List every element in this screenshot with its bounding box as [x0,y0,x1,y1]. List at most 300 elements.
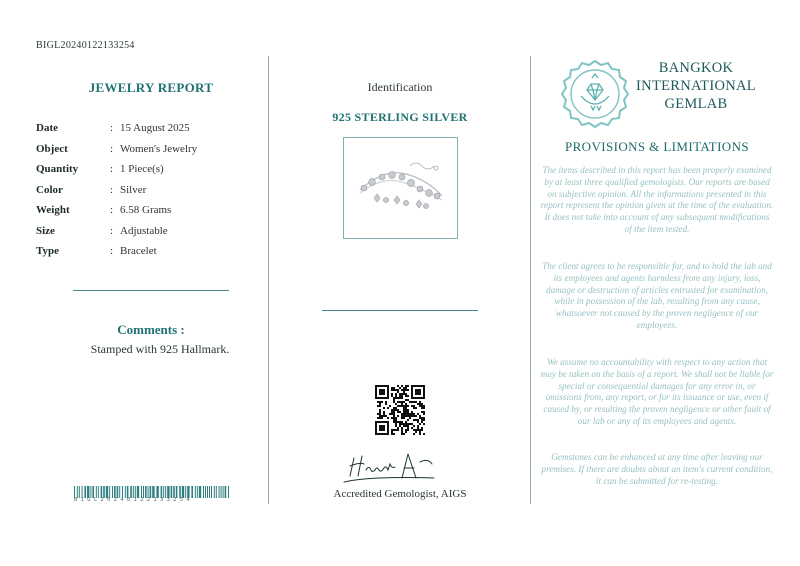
qr-module [419,417,421,419]
qr-module [399,425,401,427]
qr-module [423,389,425,391]
qr-module [375,423,377,425]
qr-module [395,403,397,405]
qr-module [419,405,421,407]
qr-module [405,423,407,425]
qr-module [405,431,407,433]
bracelet-image [344,138,457,238]
qr-module [379,393,381,395]
qr-module [385,397,387,399]
qr-module [397,409,399,411]
qr-module [413,415,415,417]
qr-module [391,409,393,411]
signature-image [342,450,438,486]
qr-module [411,427,413,429]
qr-module [407,405,409,407]
provisions-paragraph: Gemstones can be enhanced at any time after leaving our premises. If there are doubts about an item's current condition, it can be submitted for re-testing. [541,452,773,486]
qr-module [407,399,409,401]
qr-module [395,407,397,409]
qr-module [405,393,407,395]
detail-row [36,159,197,180]
qr-module [379,411,381,413]
detail-row [36,180,197,201]
qr-module [383,433,385,435]
qr-module [381,433,383,435]
qr-module [423,405,425,407]
qr-module [405,405,407,407]
qr-module [411,423,413,425]
detail-colon: : [110,163,114,176]
qr-module [383,421,385,423]
qr-module [405,389,407,391]
qr-module [399,411,401,413]
qr-module [375,433,377,435]
qr-module [405,425,407,427]
comments-text: Stamped with 925 Hallmark. [90,342,230,356]
qr-module [383,413,385,415]
qr-module [401,417,403,419]
qr-module [421,419,423,421]
qr-module [401,385,403,387]
qr-module [381,417,383,419]
qr-module [411,387,413,389]
qr-module [399,393,401,395]
qr-module [419,423,421,425]
qr-module [391,387,393,389]
qr-module [381,415,383,417]
qr-module [375,393,377,395]
detail-value: Adjustable [120,224,168,237]
qr-module [397,397,399,399]
qr-module [413,405,415,407]
qr-module [405,399,407,401]
qr-module [387,393,389,395]
qr-module [401,423,403,425]
detail-label: Size [36,224,55,237]
qr-module [407,395,409,397]
qr-module [407,411,409,413]
qr-module [417,385,419,387]
qr-module [419,385,421,387]
qr-module [381,429,383,431]
qr-module [419,393,421,395]
qr-module [397,427,399,429]
qr-module [375,427,377,429]
qr-module [409,401,411,403]
qr-module [407,419,409,421]
qr-module [395,417,397,419]
qr-module [391,433,393,435]
report-id: BIGL20240122133254 [36,40,135,51]
qr-module [423,411,425,413]
qr-module [379,397,381,399]
qr-module [409,423,411,425]
qr-module [387,389,389,391]
qr-module [401,389,403,391]
qr-module [387,433,389,435]
qr-module [421,411,423,413]
qr-module [413,407,415,409]
qr-module [421,421,423,423]
qr-module [393,421,395,423]
qr-module [387,425,389,427]
qr-module [407,429,409,431]
qr-module [397,391,399,393]
detail-colon: : [110,142,114,155]
report-title: JEWELRY REPORT [88,80,214,95]
qr-module [413,401,415,403]
lab-name-line: GEMLAB [664,96,728,112]
detail-colon: : [110,204,114,217]
qr-module [421,403,423,405]
qr-module [421,427,423,429]
qr-module [377,417,379,419]
qr-module [391,417,393,419]
qr-module [413,419,415,421]
qr-module [423,395,425,397]
qr-module [381,401,383,403]
qr-module [403,389,405,391]
qr-module [383,397,385,399]
qr-module [415,431,417,433]
qr-module [379,403,381,405]
column-divider-left [268,56,269,504]
detail-row [36,241,197,262]
qr-module [415,385,417,387]
qr-module [415,407,417,409]
qr-module [383,393,385,395]
detail-label: Date [36,122,58,135]
qr-module [387,395,389,397]
qr-module [387,423,389,425]
qr-module [393,433,395,435]
detail-row [36,200,197,221]
qr-module [413,433,415,435]
qr-module [419,415,421,417]
qr-module [381,389,383,391]
qr-module [393,409,395,411]
qr-module [417,419,419,421]
qr-module [411,397,413,399]
details-divider [73,290,229,291]
qr-module [423,385,425,387]
qr-module [399,395,401,397]
qr-module [415,419,417,421]
qr-module [393,401,395,403]
qr-module [379,405,381,407]
qr-module [377,397,379,399]
qr-module [403,405,405,407]
gemlab-logo [559,58,631,130]
details-table [36,118,197,262]
qr-module [401,431,403,433]
qr-module [413,413,415,415]
qr-module [413,397,415,399]
qr-module [423,393,425,395]
qr-module [383,407,385,409]
qr-module [387,421,389,423]
qr-module [379,433,381,435]
qr-module [375,391,377,393]
qr-module [393,417,395,419]
qr-module [403,401,405,403]
qr-module [405,409,407,411]
qr-module [399,421,401,423]
qr-module [401,405,403,407]
detail-label: Quantity [36,163,79,176]
detail-value: Women's Jewelry [120,142,198,155]
detail-colon: : [110,245,114,258]
qr-module [403,415,405,417]
qr-module [405,407,407,409]
qr-module [411,411,413,413]
qr-module [407,427,409,429]
qr-module [419,431,421,433]
qr-module [387,407,389,409]
qr-module [399,397,401,399]
qr-module [379,415,381,417]
qr-module [411,389,413,391]
qr-module [413,385,415,387]
qr-module [405,403,407,405]
qr-module [375,389,377,391]
provisions-heading: PROVISIONS & LIMITATIONS [564,139,750,154]
qr-module [375,385,377,387]
qr-module [397,385,399,387]
detail-value: Silver [120,183,147,196]
qr-module [383,429,385,431]
detail-colon: : [110,122,114,135]
qr-module [411,401,413,403]
detail-row [36,118,197,139]
qr-module [417,393,419,395]
qr-module [379,429,381,431]
qr-module [401,393,403,395]
qr-module [423,413,425,415]
qr-module [423,397,425,399]
detail-label: Weight [36,204,70,217]
qr-module [375,429,377,431]
qr-module [377,401,379,403]
qr-module [423,419,425,421]
qr-module [387,391,389,393]
qr-module [415,397,417,399]
qr-module [417,427,419,429]
qr-module [423,391,425,393]
qr-module [387,417,389,419]
qr-module [395,425,397,427]
qr-module [379,413,381,415]
qr-module [407,423,409,425]
qr-module [395,409,397,411]
qr-module [417,429,419,431]
qr-module [403,393,405,395]
detail-label: Object [36,142,68,155]
qr-module [411,405,413,407]
qr-module [405,429,407,431]
qr-module [409,417,411,419]
qr-module [397,415,399,417]
qr-module [401,421,403,423]
qr-module [405,413,407,415]
qr-module [393,389,395,391]
qr-module [383,415,385,417]
qr-module [421,405,423,407]
qr-module [401,397,403,399]
qr-module [379,385,381,387]
qr-module [419,433,421,435]
qr-module [415,393,417,395]
qr-module [407,425,409,427]
qr-module [393,397,395,399]
qr-module [375,387,377,389]
lab-name-line: BANGKOK [658,60,734,76]
qr-module [395,389,397,391]
qr-module [397,429,399,431]
qr-module [379,417,381,419]
qr-module [399,387,401,389]
qr-module [393,413,395,415]
qr-module [381,391,383,393]
qr-module [411,393,413,395]
qr-module [405,411,407,413]
qr-module [379,409,381,411]
qr-module [409,415,411,417]
detail-value: 6.58 Grams [120,204,172,217]
qr-module [407,385,409,387]
qr-module [379,391,381,393]
qr-module [423,433,425,435]
qr-module [405,421,407,423]
comments-heading: Comments : [117,322,185,337]
qr-module [423,387,425,389]
qr-module [413,425,415,427]
detail-label: Type [36,245,60,258]
qr-module [403,423,405,425]
qr-module [423,417,425,419]
qr-module [385,421,387,423]
qr-module [411,395,413,397]
qr-module [421,407,423,409]
qr-module [381,421,383,423]
qr-module [397,411,399,413]
qr-module [415,389,417,391]
qr-module [401,415,403,417]
qr-module [417,389,419,391]
qr-module [417,403,419,405]
qr-module [415,401,417,403]
qr-module [405,395,407,397]
qr-module [403,409,405,411]
detail-value: 1 Piece(s) [120,163,164,176]
identification-divider [322,310,478,311]
qr-module [385,401,387,403]
detail-value: 15 August 2025 [120,122,190,135]
qr-module [403,417,405,419]
item-photo [343,137,458,239]
qr-module [381,385,383,387]
qr-module [385,403,387,405]
qr-module [395,397,397,399]
qr-module [387,387,389,389]
qr-module [379,389,381,391]
qr-module [391,395,393,397]
qr-module [393,411,395,413]
qr-module [385,433,387,435]
qr-module [405,415,407,417]
barcode-number: BIGL20240122133254 [74,497,194,503]
qr-module [395,419,397,421]
qr-module [395,395,397,397]
qr-module [387,431,389,433]
qr-module [419,429,421,431]
qr-module [385,415,387,417]
qr-module [393,399,395,401]
qr-code [375,385,425,435]
qr-module [407,389,409,391]
qr-module [387,429,389,431]
detail-value: Bracelet [120,245,157,258]
qr-module [383,391,385,393]
qr-module [407,413,409,415]
qr-module [403,411,405,413]
qr-module [401,427,403,429]
qr-module [391,393,393,395]
qr-module [417,421,419,423]
qr-module [375,421,377,423]
qr-module [407,409,409,411]
gemologist-credit: Accredited Gemologist, AIGS [333,488,467,500]
qr-module [415,429,417,431]
qr-module [383,389,385,391]
qr-module [399,405,401,407]
qr-module [381,393,383,395]
qr-module [393,429,395,431]
qr-module [405,385,407,387]
qr-module [403,391,405,393]
provisions-paragraph: The items described in this report has been properly examined by at least three qualified gemologists. Our reports are based on subjective opinion. All the informations presented in this report represent the opinion given at the time of the evaluation. It does not take into account of any subsequent modifications of the item tested. [540,165,774,234]
qr-module [415,415,417,417]
qr-module [417,397,419,399]
qr-module [403,413,405,415]
lab-name [636,59,756,113]
detail-row [36,139,197,160]
qr-module [393,387,395,389]
qr-module [375,397,377,399]
qr-module [391,413,393,415]
qr-module [423,423,425,425]
detail-row [36,221,197,242]
qr-module [377,421,379,423]
qr-module [397,401,399,403]
qr-module [395,421,397,423]
qr-module [407,415,409,417]
qr-module [383,425,385,427]
qr-module [401,395,403,397]
qr-module [377,405,379,407]
qr-module [419,397,421,399]
qr-module [375,425,377,427]
qr-module [383,385,385,387]
item-material: 925 STERLING SILVER [332,110,468,124]
qr-module [403,433,405,435]
qr-module [417,391,419,393]
qr-module [395,423,397,425]
detail-label: Color [36,183,63,196]
qr-module [377,413,379,415]
qr-module [411,385,413,387]
qr-module [411,413,413,415]
